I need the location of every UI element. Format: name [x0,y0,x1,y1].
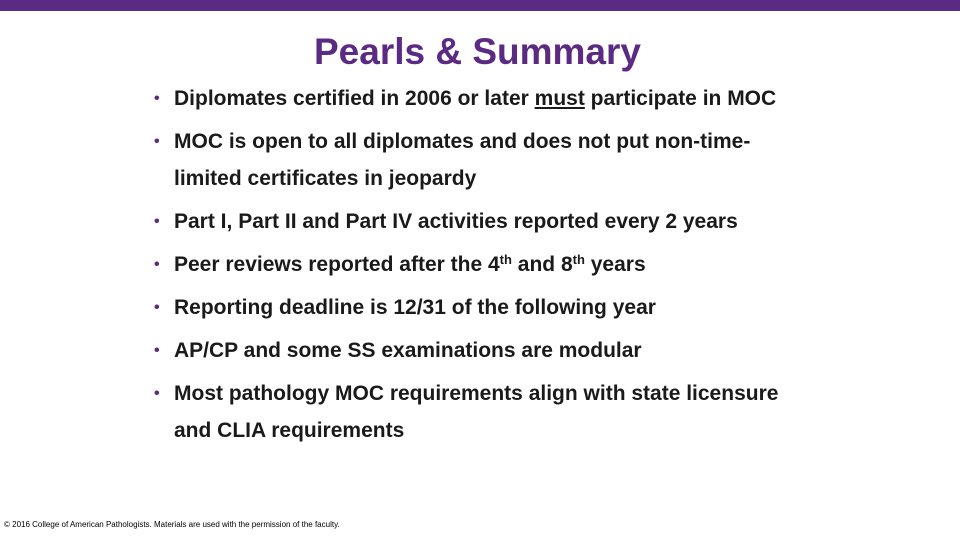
bullet-dot-icon: • [154,385,160,402]
slide-title: Pearls & Summary [313,31,641,72]
superscript: th [572,252,585,267]
bullet-list [154,80,814,455]
bullet-item [154,246,814,283]
bullet-item [154,203,814,240]
bullet-item [154,332,814,369]
bullet-dot-icon: • [154,299,160,316]
bullet-dot-icon: • [154,133,160,150]
bullet-text: years [584,253,646,276]
bullet-text: MOC is open to all diplomates and does not put non-time-limited certificates in jeopardy [174,130,751,190]
bullet-text: and 8 [511,253,573,276]
bullet-item [154,289,814,326]
bullet-text: Diplomates certified in 2006 or later [174,87,535,110]
bullet-dot-icon: • [154,90,160,107]
bullet-text: Reporting deadline is 12/31 of the following year [174,296,656,319]
bullet-item [154,375,814,449]
bullet-item [154,123,814,197]
bullet-text: Peer reviews reported after the 4 [174,253,500,276]
bullet-item [154,80,814,117]
bullet-text: participate in MOC [584,87,777,110]
bullet-text: Part I, Part II and Part IV activities reported every 2 years [174,210,738,233]
bullet-dot-icon: • [154,256,160,273]
bullet-text-underlined: must [534,87,585,110]
bullet-text: Most pathology MOC requirements align with state licensure and CLIA requirements [174,382,779,442]
top-accent-bar [0,0,960,11]
superscript: th [499,252,512,267]
copyright-footer: © 2016 College of American Pathologists. Materials are used with the permission of the faculty. [4,520,340,529]
bullet-text: AP/CP and some SS examinations are modular [174,339,642,362]
bullet-dot-icon: • [154,213,160,230]
bullet-dot-icon: • [154,342,160,359]
